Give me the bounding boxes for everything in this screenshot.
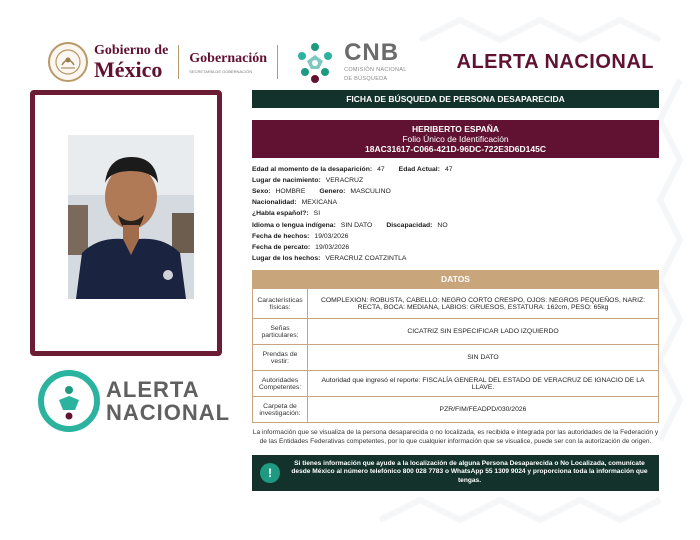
info-icon: ! [260, 463, 280, 483]
fact-row [252, 242, 659, 253]
disclaimer-note: La información que se visualiza de la persona desaparecida o no localizada, es recibida e integrada por las autoridades de la Federación y de las Entidades Federativas competentes, por lo que cualquier información que se visualice, puede ser con la autorización de origen. [252, 429, 659, 445]
folio-label: Folio Único de Identificación [402, 134, 509, 145]
cnb-line1: COMISIÓN NACIONAL [344, 67, 407, 74]
fact-label: Edad Actual: [398, 165, 440, 173]
fact-row [252, 164, 659, 175]
divider [277, 45, 278, 79]
row-value: CICATRIZ SIN ESPECIFICAR LADO IZQUIERDO [308, 319, 659, 345]
person-photo [68, 135, 194, 299]
fact-row [252, 220, 659, 231]
fact-label: Idioma o lengua indígena: [252, 221, 336, 229]
row-label: Carpeta de investigación: [253, 397, 308, 423]
fact-label: Fecha de percato: [252, 243, 311, 251]
contact-banner [252, 455, 659, 491]
fact-row [252, 208, 659, 219]
row-value: PZR/FIM/FEADPD/030/2026 [308, 397, 659, 423]
ficha-title: FICHA DE BÚSQUEDA DE PERSONA DESAPARECIDA [252, 90, 659, 108]
person-name: HERIBERTO ESPAÑA [411, 124, 500, 134]
fact-label: Discapacidad: [386, 221, 433, 229]
row-value: Autoridad que ingresó el reporte: FISCALÍA GENERAL DEL ESTADO DE VERACRUZ DE IGNACIO DE LA LLAVE. [308, 371, 659, 397]
alerta-logo-line1: ALERTA [106, 376, 200, 402]
fact-row [252, 231, 659, 242]
gobernacion-subtext: SECRETARÍA DE GOBERNACIÓN [189, 68, 253, 74]
fact-label: Edad al momento de la desaparición: [252, 165, 373, 173]
gobernacion-text: Gobernación [189, 50, 268, 66]
fact-value: SIN DATO [340, 221, 373, 229]
fact-row [252, 186, 659, 197]
table-row [253, 289, 659, 319]
row-label: Prendas de vestir: [253, 345, 308, 371]
datos-table [252, 288, 659, 423]
contact-text: Si tienes información que ayude a la localización de alguna Persona Desaparecida o No Localizada, comunícate desde México al número telefónico 800 028 7783 o WhatsApp 55 1309 9024 y proporciona toda la información que tengas. [291, 459, 648, 484]
divider [178, 45, 179, 79]
gobernacion-logo [189, 51, 267, 74]
table-row [253, 397, 659, 423]
cnb-emblem-icon [292, 39, 338, 85]
fact-label: Lugar de nacimiento: [252, 176, 321, 184]
fact-value: SI [313, 210, 321, 218]
fact-label: Sexo: [252, 187, 271, 195]
mexico-seal-icon [48, 42, 88, 82]
photo-frame [30, 90, 222, 356]
table-row [253, 345, 659, 371]
fact-value: VERACRUZ [325, 176, 364, 184]
fact-value: 47 [444, 165, 453, 173]
fact-value: 19/03/2026 [314, 232, 349, 240]
fact-value: HOMBRE [275, 187, 306, 195]
row-label: Señas particulares: [253, 319, 308, 345]
alerta-logo-line2: NACIONAL [106, 400, 231, 425]
fact-value: MEXICANA [301, 199, 338, 207]
row-value: SIN DATO [308, 345, 659, 371]
fact-value: VERACRUZ COATZINTLA [325, 255, 407, 263]
name-block [252, 120, 659, 158]
cnb-short: CNB [344, 39, 400, 67]
fact-label: ¿Habla español?: [252, 210, 309, 218]
fact-value: MASCULINO [350, 187, 391, 195]
fact-label: Nacionalidad: [252, 199, 297, 207]
info-column [252, 90, 659, 491]
header [48, 34, 668, 90]
fact-label: Lugar de los hechos: [252, 255, 321, 263]
alerta-nacional-logo [38, 370, 230, 432]
cnb-logo-text [344, 41, 407, 83]
alerta-emblem-icon [38, 370, 100, 432]
fact-label: Fecha de hechos: [252, 232, 310, 240]
fact-row [252, 175, 659, 186]
table-row [253, 319, 659, 345]
gob-top-text: Gobierno de [94, 42, 169, 58]
fact-row [252, 197, 659, 208]
alerta-logo-text [106, 378, 230, 424]
fact-row [252, 253, 659, 264]
folio-id: 18AC31617-C066-421D-96DC-722E3D6D145C [365, 144, 546, 155]
gobierno-de-mexico-logo [94, 44, 168, 81]
cnb-line2: DE BÚSQUEDA [344, 76, 388, 82]
table-row [253, 371, 659, 397]
row-label: Características físicas: [253, 289, 308, 319]
fact-value: 19/03/2026 [315, 243, 350, 251]
alerta-nacional-title: ALERTA NACIONAL [456, 50, 654, 73]
fact-label: Genero: [319, 187, 346, 195]
fact-value: 47 [377, 165, 385, 173]
facts-list [252, 164, 659, 265]
fact-value: NO [437, 221, 448, 229]
datos-title: DATOS [252, 270, 659, 288]
row-value: COMPLEXION: ROBUSTA, CABELLO: NEGRO CORTO CRESPO, OJOS: NEGROS PEQUEÑOS, NARIZ: RECTA, BOCA: MEDIANA, LABIOS: GRUESOS, ESTATURA: 162cm, PESO: 65kg [308, 289, 659, 319]
gob-bottom-text: México [94, 56, 163, 82]
row-label: Autoridades Competentes: [253, 371, 308, 397]
